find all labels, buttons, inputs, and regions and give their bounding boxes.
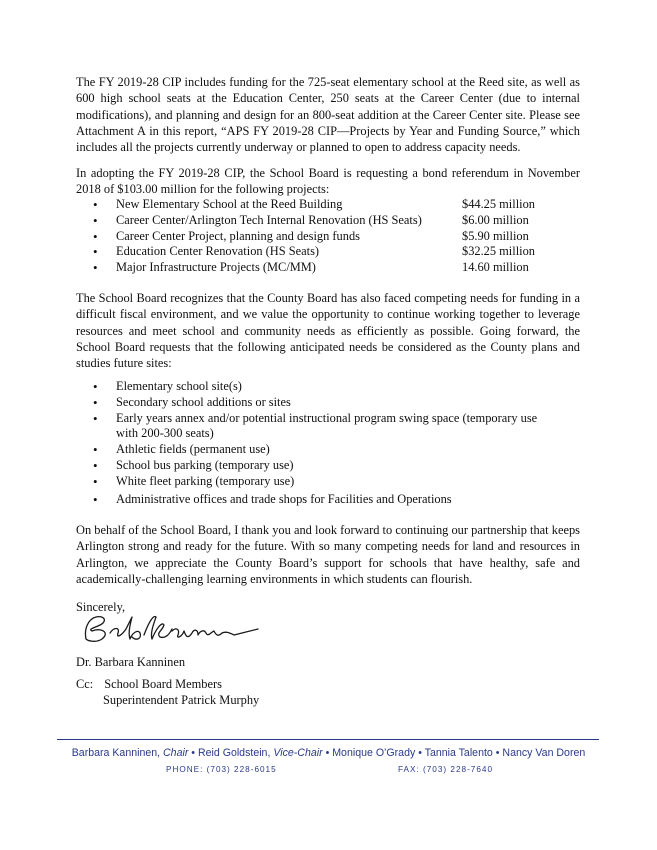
cc-recipient: School Board Members — [104, 677, 222, 691]
paragraph-future-sites-text: The School Board recognizes that the County Board has also faced competing needs for funding in a difficult fiscal environment, and we value the opportunity to continue working together to leverage resources and meet school and community needs as efficiently as possible. Going forward, the School Board requests that the following anticipated needs be considered as the County plans and studies future sites: — [76, 291, 580, 371]
paragraph-closing-text: On behalf of the School Board, I thank you and look forward to continuing our partnership that keeps Arlington strong and ready for the future. With so many competing needs for land and resources in Arlington, we appreciate the County Board’s support for schools that have healthy, safe and academically-challenging learning environments in which students can flourish. — [76, 523, 580, 586]
member-name: Tannia Talento — [424, 747, 493, 759]
member-role: Chair — [163, 747, 189, 759]
cc-section — [76, 676, 580, 708]
project-item — [93, 229, 563, 245]
footer-board-members: Barbara Kanninen, Chair • Reid Goldstein, Vice-Chair • Monique O’Grady • Tannia Talento • Nancy Van Doren — [71, 747, 586, 759]
paragraph-capacity-text: The FY 2019-28 CIP includes funding for the 725-seat elementary school at the Reed site, as well as 600 high school seats at the Education Center, 250 seats at the Career Center (due to internal modifications), and planning and design for an 800-seat addition at the Career Center site. Please see Attachment A in this report, “APS FY 2019-28 CIP—Projects by Year and Funding Source,” which includes all the projects currently underway or planned to open to address capacity needs. — [76, 75, 580, 155]
paragraph-bond-text: In adopting the FY 2019-28 CIP, the School Board is requesting a bond referendum in November 2018 of $103.00 million for the following projects: — [76, 166, 580, 197]
needs-item: • Early years annex and/or potential instructional program swing space (temporary use with 200-300 seats) — [93, 411, 543, 443]
paragraph-capacity — [76, 74, 580, 155]
footer-phone: PHONE: (703) 228-6015 — [166, 765, 277, 774]
footer-divider — [57, 739, 599, 740]
cc-label: Cc: — [76, 677, 94, 691]
project-item — [93, 197, 563, 213]
needs-item: • Secondary school additions or sites — [93, 395, 543, 411]
project-amount: 14.60 million — [462, 260, 529, 275]
needs-item: • Athletic fields (permanent use) — [93, 442, 543, 458]
project-name: • Career Center Project, planning and design funds — [116, 228, 360, 243]
project-amount: $44.25 million — [462, 197, 535, 211]
project-amount: $32.25 million — [462, 244, 535, 259]
needs-item: • White fleet parking (temporary use) — [93, 474, 543, 490]
paragraph-future-sites — [76, 290, 580, 371]
signer-name: Dr. Barbara Kanninen — [76, 655, 186, 669]
project-name: • Career Center/Arlington Tech Internal Renovation (HS Seats) — [116, 212, 422, 227]
project-name: • New Elementary School at the Reed Building — [116, 197, 343, 211]
member-name: Reid Goldstein — [197, 747, 268, 759]
paragraph-closing — [76, 522, 580, 587]
needs-list — [93, 379, 543, 507]
project-name: • Major Infrastructure Projects (MC/MM) — [116, 260, 316, 275]
member-role: Vice-Chair — [273, 747, 323, 759]
project-item — [93, 213, 563, 229]
needs-item: • Elementary school site(s) — [93, 379, 543, 395]
footer-fax: FAX: (703) 228-7640 — [398, 765, 494, 774]
project-item — [93, 260, 563, 276]
project-amount: $5.90 million — [462, 228, 529, 243]
closing-salutation: Sincerely, — [76, 600, 126, 614]
project-amount: $6.00 million — [462, 212, 529, 227]
project-list — [93, 197, 563, 276]
paragraph-bond — [76, 165, 580, 198]
member-name: Nancy Van Doren — [502, 747, 586, 759]
needs-item: • School bus parking (temporary use) — [93, 458, 543, 474]
needs-item: • Administrative offices and trade shops for Facilities and Operations — [93, 492, 543, 508]
project-item — [93, 244, 563, 260]
cc-recipient: Superintendent Patrick Murphy — [103, 693, 260, 707]
signature-image — [74, 609, 274, 649]
project-name: • Education Center Renovation (HS Seats) — [116, 244, 320, 259]
member-name: Monique O’Grady — [332, 747, 416, 759]
member-name: Barbara Kanninen — [71, 747, 158, 759]
